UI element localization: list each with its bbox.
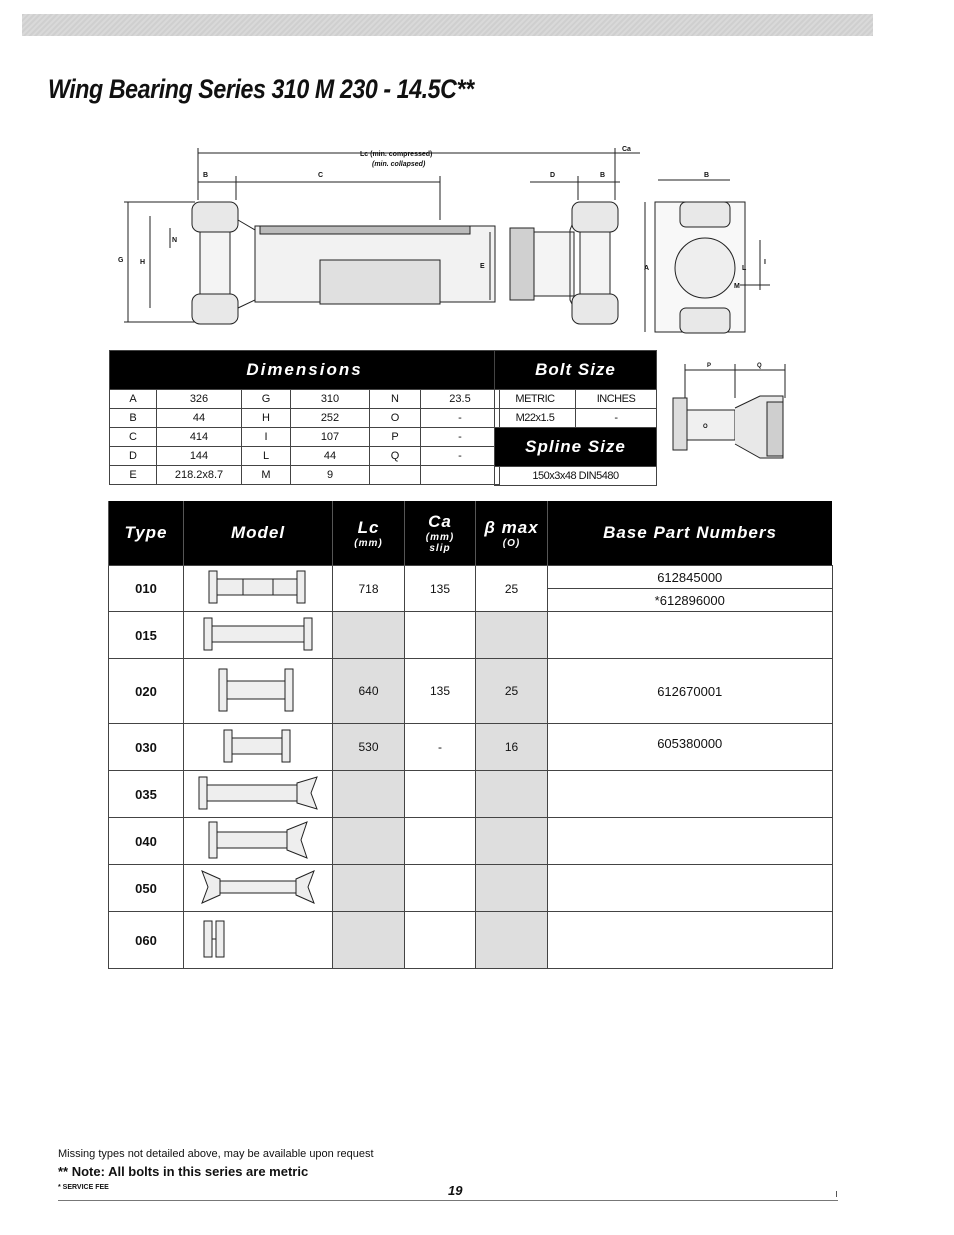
inches-label: INCHES <box>576 390 657 409</box>
ca-cell: 135 <box>405 659 476 724</box>
model-cell <box>184 612 333 659</box>
bolt-size-table <box>494 350 657 486</box>
bmax-cell: 25 <box>476 566 548 612</box>
driveshaft-drawing <box>110 140 790 340</box>
label-b1: B <box>203 172 209 179</box>
dim-value: 218.2x8.7 <box>157 466 242 485</box>
label-ca: Ca <box>622 146 631 153</box>
model-cell <box>184 771 333 818</box>
dim-value: 414 <box>157 428 242 447</box>
ca-cell <box>405 865 476 912</box>
dim-row <box>110 428 500 447</box>
lc-cell <box>333 612 405 659</box>
label-g: G <box>118 257 124 264</box>
table-row <box>109 818 833 865</box>
label-c: C <box>318 172 324 179</box>
dim-key: G <box>242 390 291 409</box>
dim-key: I <box>242 428 291 447</box>
lc-cell: 718 <box>333 566 405 612</box>
part-number: 612670001 <box>548 659 833 724</box>
dim-value: - <box>421 447 500 466</box>
label-b2: B <box>600 172 606 179</box>
part-number <box>548 865 833 912</box>
label-m: M <box>734 283 740 290</box>
part-number: 612845000 <box>548 566 833 589</box>
table-row <box>109 912 833 969</box>
lc-cell: 530 <box>333 724 405 771</box>
bolt-size-header: Bolt Size <box>495 351 657 390</box>
part-number: *612896000 <box>548 589 833 612</box>
dim-row <box>110 447 500 466</box>
dim-key: L <box>242 447 291 466</box>
dim-key: C <box>110 428 157 447</box>
inches-value: - <box>576 409 657 428</box>
ca-cell: 135 <box>405 566 476 612</box>
bmax-cell <box>476 771 548 818</box>
label-o: O <box>703 424 708 430</box>
model-cell <box>184 912 333 969</box>
dim-key: A <box>110 390 157 409</box>
spline-size-header: Spline Size <box>495 428 657 467</box>
header-bar <box>22 14 873 36</box>
ca-cell <box>405 612 476 659</box>
part-number: 605380000 <box>548 724 833 771</box>
label-p: P <box>707 363 712 369</box>
model-015-icon <box>198 616 318 652</box>
spline-value: 150x3x48 DIN5480 <box>495 467 657 486</box>
part-number <box>548 912 833 969</box>
dim-key: N <box>370 390 421 409</box>
table-row <box>109 612 833 659</box>
col-type: Type <box>109 501 184 566</box>
type-cell: 060 <box>109 912 184 969</box>
col-bmax: β max (O) <box>476 501 548 566</box>
footnote-metric-bolts: ** Note: All bolts in this series are metric <box>58 1164 309 1179</box>
dim-key: P <box>370 428 421 447</box>
label-e: E <box>480 263 485 270</box>
type-cell: 040 <box>109 818 184 865</box>
table-row <box>109 659 833 724</box>
col-ca: Ca (mm) slip <box>405 501 476 566</box>
types-header-row <box>109 501 833 566</box>
label-n: N <box>172 237 178 244</box>
label-d: D <box>550 172 556 179</box>
model-cell <box>184 659 333 724</box>
table-row <box>109 865 833 912</box>
model-020-icon <box>213 665 303 715</box>
label-lc2: (min. collapsed) <box>372 161 426 168</box>
ca-cell <box>405 771 476 818</box>
footer-tick <box>836 1191 837 1197</box>
footnote-service-fee: * SERVICE FEE <box>58 1184 109 1191</box>
dim-key: D <box>110 447 157 466</box>
type-cell: 035 <box>109 771 184 818</box>
dim-value: 144 <box>157 447 242 466</box>
lc-cell <box>333 865 405 912</box>
dim-key <box>370 466 421 485</box>
label-l: L <box>742 265 747 272</box>
model-cell <box>184 818 333 865</box>
flange-drawing <box>665 358 793 466</box>
label-q: Q <box>757 363 762 369</box>
part-number <box>548 771 833 818</box>
dim-value: 9 <box>291 466 370 485</box>
lc-cell: 640 <box>333 659 405 724</box>
dimensions-header: Dimensions <box>110 351 500 390</box>
table-row <box>109 724 833 771</box>
footnote-missing-types: Missing types not detailed above, may be available upon request <box>58 1148 374 1160</box>
dim-key: H <box>242 409 291 428</box>
part-number <box>548 818 833 865</box>
model-060-icon <box>202 919 226 959</box>
model-030-icon <box>218 728 298 764</box>
model-040-icon <box>203 820 313 860</box>
model-010-icon <box>203 569 313 605</box>
dim-key: O <box>370 409 421 428</box>
dim-value: - <box>421 409 500 428</box>
type-cell: 020 <box>109 659 184 724</box>
types-table <box>108 501 833 969</box>
col-lc: Lc (mm) <box>333 501 405 566</box>
type-cell: 030 <box>109 724 184 771</box>
page-title: Wing Bearing Series 310 M 230 - 14.5C** <box>48 74 474 104</box>
label-lc: Lc (min. compressed) <box>360 151 433 158</box>
dim-value: 44 <box>157 409 242 428</box>
ca-cell <box>405 818 476 865</box>
dim-row <box>110 466 500 485</box>
table-row <box>109 566 833 589</box>
bmax-cell: 16 <box>476 724 548 771</box>
ca-cell: - <box>405 724 476 771</box>
dim-key: Q <box>370 447 421 466</box>
dim-value: 107 <box>291 428 370 447</box>
page-number: 19 <box>448 1183 463 1198</box>
dim-key: M <box>242 466 291 485</box>
bmax-cell <box>476 612 548 659</box>
dim-value: 326 <box>157 390 242 409</box>
dim-row <box>110 409 500 428</box>
label-i: I <box>764 259 766 266</box>
type-cell: 010 <box>109 566 184 612</box>
bmax-cell <box>476 818 548 865</box>
dim-value <box>421 466 500 485</box>
footer-divider <box>58 1200 838 1201</box>
col-part-numbers: Base Part Numbers <box>548 501 833 566</box>
dim-value: - <box>421 428 500 447</box>
dim-key: E <box>110 466 157 485</box>
dim-value: 252 <box>291 409 370 428</box>
dimensions-table <box>109 350 500 485</box>
dim-key: B <box>110 409 157 428</box>
label-b3: B <box>704 172 710 179</box>
ca-cell <box>405 912 476 969</box>
bmax-cell: 25 <box>476 659 548 724</box>
model-cell <box>184 865 333 912</box>
model-cell <box>184 566 333 612</box>
type-cell: 050 <box>109 865 184 912</box>
dim-value: 23.5 <box>421 390 500 409</box>
label-a: A <box>644 265 650 272</box>
type-cell: 015 <box>109 612 184 659</box>
metric-value: M22x1.5 <box>495 409 576 428</box>
lc-cell <box>333 771 405 818</box>
table-row <box>109 771 833 818</box>
label-h: H <box>140 259 146 266</box>
col-model: Model <box>184 501 333 566</box>
model-cell <box>184 724 333 771</box>
metric-label: METRIC <box>495 390 576 409</box>
dim-row <box>110 390 500 409</box>
dim-value: 310 <box>291 390 370 409</box>
bmax-cell <box>476 912 548 969</box>
part-number <box>548 612 833 659</box>
bmax-cell <box>476 865 548 912</box>
dim-value: 44 <box>291 447 370 466</box>
lc-cell <box>333 818 405 865</box>
model-050-icon <box>198 869 318 905</box>
lc-cell <box>333 912 405 969</box>
model-035-icon <box>193 775 323 811</box>
